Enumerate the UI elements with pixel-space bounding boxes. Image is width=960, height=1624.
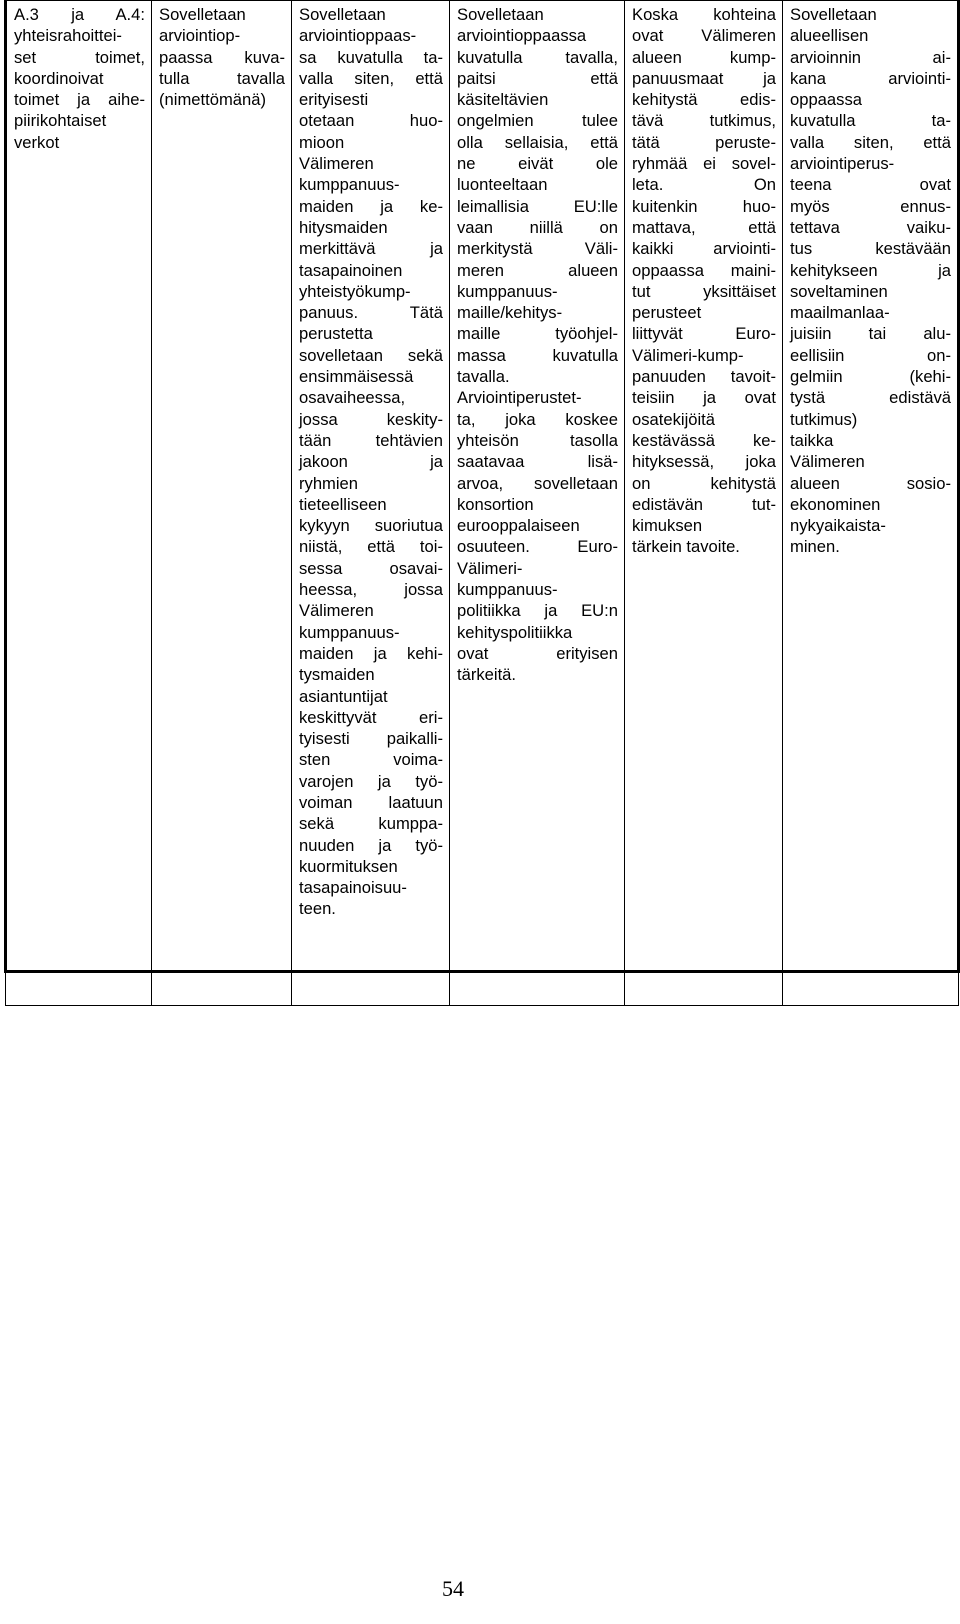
text-line: toimet ja aihe-	[14, 90, 145, 110]
text-line: nuuden ja työ-	[299, 835, 443, 855]
text-line: kuvatulla tavalla,	[457, 47, 618, 67]
text-line: kumppanuus-	[299, 175, 400, 195]
text-line: kana arviointi-	[790, 68, 951, 88]
text-line: tulla tavalla	[159, 68, 285, 88]
text-line: otetaan huo-	[299, 111, 443, 131]
text-line: kehitykseen ja	[790, 260, 951, 280]
text-line: Koska kohteina	[632, 5, 776, 24]
text-line: piirikohtaiset	[14, 111, 107, 131]
text-line: yhteistyökump-	[299, 281, 411, 301]
text-line: tävä tutkimus,	[632, 111, 776, 131]
text-line: arviointiperus-	[790, 154, 895, 174]
table-row	[6, 1, 959, 972]
text-line: leta. On	[632, 175, 776, 195]
text-line: leimallisia EU:lle	[457, 196, 618, 216]
text-line: maiden ja ke-	[299, 196, 443, 216]
text-line: jakoon ja	[299, 452, 443, 472]
cell-evaluation-mode	[152, 1, 292, 972]
text-line: teen.	[299, 899, 336, 919]
text-line: ongelmien tulee	[457, 111, 618, 131]
text-line: erityisesti	[299, 90, 369, 110]
cell-criterion-community-value	[450, 1, 625, 972]
text-line: hityksessä, joka	[632, 452, 776, 472]
text-line: maailmanlaa-	[790, 303, 890, 323]
text-line: tut yksittäiset	[632, 281, 776, 301]
text-line: olla sellaisia, että	[457, 132, 618, 152]
cell-criterion-partnership	[292, 1, 450, 972]
text-line: mioon	[299, 132, 345, 152]
text-line: Sovelletaan	[299, 5, 386, 24]
text-line: arviointioppaassa	[457, 26, 587, 46]
text-line: perustetta	[299, 324, 373, 344]
text-line: ryhmää ei sovel-	[632, 154, 776, 174]
text-line: Arviointiperustet-	[457, 388, 582, 408]
text-line: tärkeitä.	[457, 665, 517, 685]
text-line: ensimmäisessä	[299, 367, 414, 387]
text-line: taikka	[790, 430, 834, 450]
empty-cell	[292, 972, 450, 1006]
text-line: keskittyvät eri-	[299, 707, 443, 727]
text-line: saatavaa lisä-	[457, 452, 618, 472]
text-line: kykyyn suoriutua	[299, 516, 443, 536]
text-line: kuvatulla ta-	[790, 111, 951, 131]
text-line: arvioinnin ai-	[790, 47, 951, 67]
text-line: heessa, jossa	[299, 580, 443, 600]
text-line: ryhmien	[299, 473, 359, 493]
empty-cell	[625, 972, 783, 1006]
text-line: tasapainoisuu-	[299, 878, 407, 898]
text-line: politiikka ja EU:n	[457, 601, 618, 621]
text-line: sa kuvatulla ta-	[299, 47, 443, 67]
empty-cell	[6, 972, 152, 1006]
text-line: sekä kumppa-	[299, 814, 443, 834]
text-line: teisiin ja ovat	[632, 388, 776, 408]
text-line: osavaiheessa,	[299, 388, 406, 408]
text-line: arvoa, sovelletaan	[457, 473, 618, 493]
text-line: tus kestävään	[790, 239, 951, 259]
text-line: meren alueen	[457, 260, 618, 280]
text-line: sessa osavai-	[299, 558, 443, 578]
text-line: teena ovat	[790, 175, 951, 195]
text-line: Välimeren	[790, 452, 865, 472]
text-line: kimuksen	[632, 516, 703, 536]
text-line: juisiin tai alu-	[790, 324, 951, 344]
text-line: kuormituksen	[299, 856, 398, 876]
text-line: kuitenkin huo-	[632, 196, 776, 216]
text-line: jossa keskity-	[299, 409, 443, 429]
text-line: alueen kump-	[632, 47, 776, 67]
text-line: panuuden tavoit-	[632, 367, 776, 387]
text-line: verkot	[14, 132, 60, 152]
empty-cell	[783, 972, 959, 1006]
text-line: kumppanuus-	[457, 580, 558, 600]
text-line: ekonominen	[790, 494, 881, 514]
text-line: ne eivät ole	[457, 154, 618, 174]
text-line: myös ennus-	[790, 196, 951, 216]
text-line: eellisiin on-	[790, 345, 951, 365]
text-line: tään tehtävien	[299, 430, 443, 450]
text-line: sten voima-	[299, 750, 443, 770]
text-line: Sovelletaan	[790, 5, 877, 24]
text-line: kaikki arviointi-	[632, 239, 776, 259]
text-line: vaan niillä on	[457, 217, 618, 237]
text-line: arviointiop-	[159, 26, 241, 46]
text-line: kehityspolitiikka	[457, 622, 573, 642]
text-line: kestävässä ke-	[632, 430, 776, 450]
text-line: A.3 ja A.4:	[14, 5, 145, 24]
text-line: perusteet	[632, 303, 702, 323]
text-line: voiman laatuun	[299, 792, 443, 812]
empty-cell	[152, 972, 292, 1006]
text-line: minen.	[790, 537, 840, 557]
text-line: niistä, että toi-	[299, 537, 443, 557]
text-line: käsiteltävien	[457, 90, 549, 110]
text-line: luonteeltaan	[457, 175, 548, 195]
text-line: osuuteen. Euro-	[457, 537, 618, 557]
text-line: valla siten, että	[299, 68, 443, 88]
text-line: valla siten, että	[790, 132, 951, 152]
text-line: tasapainoinen	[299, 260, 403, 280]
text-line: edistävän tut-	[632, 494, 776, 514]
text-line: tätä peruste-	[632, 132, 776, 152]
text-line: set toimet,	[14, 47, 145, 67]
text-line: koordinoivat	[14, 68, 104, 88]
page-number: 54	[442, 1576, 464, 1601]
text-line: tyisesti paikalli-	[299, 729, 443, 749]
text-line: oppaassa maini-	[632, 260, 776, 280]
text-line: panuus. Tätä	[299, 303, 443, 323]
text-line: eurooppalaiseen	[457, 516, 580, 536]
text-line: tutkimus)	[790, 409, 858, 429]
cell-criterion-not-applied	[625, 1, 783, 972]
text-line: yhteisrahoittei-	[14, 26, 122, 46]
text-line: osatekijöitä	[632, 409, 716, 429]
text-line: Välimeri-	[457, 558, 523, 578]
text-line: kehitystä edis-	[632, 90, 776, 110]
text-line: nykyaikaista-	[790, 516, 886, 536]
text-line: Välimeri-kump-	[632, 345, 744, 365]
text-line: maiden ja kehi-	[299, 643, 443, 663]
text-line: alueen sosio-	[790, 473, 951, 493]
cell-criterion-regional	[783, 1, 959, 972]
text-line: kumppanuus-	[299, 622, 400, 642]
text-line: ovat Välimeren	[632, 26, 776, 46]
text-line: Välimeren	[299, 154, 374, 174]
text-line: (nimettömänä)	[159, 90, 266, 110]
empty-cell	[450, 972, 625, 1006]
cell-action-types	[6, 1, 152, 972]
text-line: tieteelliseen	[299, 494, 387, 514]
text-line: paassa kuva-	[159, 47, 285, 67]
text-line: ovat erityisen	[457, 643, 618, 663]
text-line: tettava vaiku-	[790, 217, 951, 237]
text-line: on kehitystä	[632, 473, 776, 493]
text-line: oppaassa	[790, 90, 862, 110]
text-line: merkitystä Väli-	[457, 239, 618, 259]
text-line: arviointioppaas-	[299, 26, 417, 46]
text-line: mattava, että	[632, 217, 776, 237]
text-line: tysmaiden	[299, 665, 375, 685]
text-line: paitsi että	[457, 68, 618, 88]
text-line: maille työohjel-	[457, 324, 618, 344]
text-line: sovelletaan sekä	[299, 345, 443, 365]
table-row-empty	[6, 972, 959, 1006]
text-line: panuusmaat ja	[632, 68, 776, 88]
text-line: asiantuntijat	[299, 686, 388, 706]
text-line: gelmiin (kehi-	[790, 367, 951, 387]
text-line: Sovelletaan	[159, 5, 246, 24]
text-line: Sovelletaan	[457, 5, 544, 24]
text-line: varojen ja työ-	[299, 771, 443, 791]
criteria-table	[4, 0, 960, 1006]
text-line: massa kuvatulla	[457, 345, 618, 365]
text-line: soveltaminen	[790, 281, 888, 301]
text-line: liittyvät Euro-	[632, 324, 776, 344]
text-line: Välimeren	[299, 601, 374, 621]
text-line: alueellisen	[790, 26, 869, 46]
text-line: tärkein tavoite.	[632, 537, 740, 557]
text-line: merkittävä ja	[299, 239, 443, 259]
text-line: yhteisön tasolla	[457, 430, 618, 450]
text-line: kumppanuus-	[457, 281, 558, 301]
text-line: hitysmaiden	[299, 217, 388, 237]
text-line: maille/kehitys-	[457, 303, 563, 323]
text-line: konsortion	[457, 494, 534, 514]
text-line: tavalla.	[457, 367, 510, 387]
text-line: ta, joka koskee	[457, 409, 618, 429]
text-line: tystä edistävä	[790, 388, 951, 408]
